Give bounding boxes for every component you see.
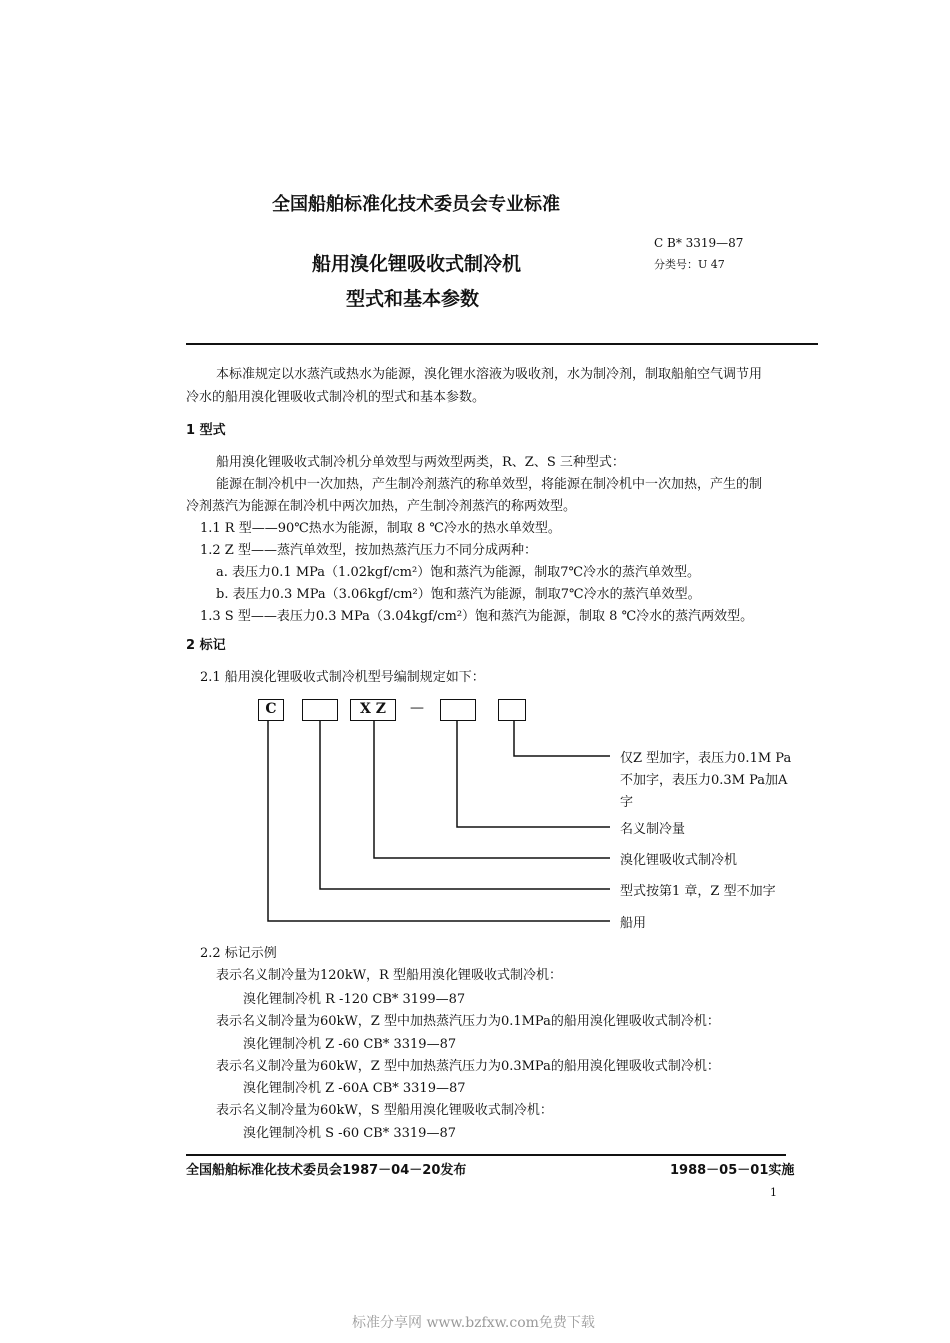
effective-date: 1988－05－01实施 xyxy=(670,1163,795,1178)
item-b: b. 表压力0.3 MPa（3.06kgf/cm²）饱和蒸汽为能源，制取7℃冷水的蒸汽单效型。 xyxy=(216,587,701,602)
code-box-xz: X Z xyxy=(350,699,396,721)
section1-paragraph2-line1: 能源在制冷机中一次加热，产生制冷剂蒸汽的称单效型，将能源在制冷机中一次加热，产生的制 xyxy=(216,477,763,492)
label-type: 型式按第1 章，Z 型不加字 xyxy=(620,884,776,899)
classification-number: 分类号：U 47 xyxy=(654,258,725,271)
intro-line2: 冷水的船用溴化锂吸收式制冷机的型式和基本参数。 xyxy=(186,390,486,405)
section1-paragraph2-line2: 冷剂蒸汽为能源在制冷机中两次加热，产生制冷剂蒸汽的称两效型。 xyxy=(186,499,577,514)
subsection-2-2: 2.2 标记示例 xyxy=(200,946,277,961)
code-dash: — xyxy=(410,700,424,716)
example-mark: 溴化锂制冷机 Z -60 CB* 3319—87 xyxy=(243,1037,457,1052)
watermark: 标准分享网 www.bzfxw.com免费下载 xyxy=(352,1315,595,1331)
committee-standard-heading: 全国船舶标准化技术委员会专业标准 xyxy=(272,194,560,215)
item-1-2: 1.2 Z 型——蒸汽单效型，按加热蒸汽压力不同分成两种： xyxy=(200,543,537,558)
code-box-type xyxy=(302,699,338,721)
connector-line-c xyxy=(374,720,610,858)
item-1-1: 1.1 R 型——90℃热水为能源，制取 8 ℃冷水的热水单效型。 xyxy=(200,521,561,536)
item-a: a. 表压力0.1 MPa（1.02kgf/cm²）饱和蒸汽为能源，制取7℃冷水的蒸汽单效型。 xyxy=(216,565,701,580)
document-title-line2: 型式和基本参数 xyxy=(346,288,480,310)
label-capacity: 名义制冷量 xyxy=(620,822,686,837)
connector-line-a xyxy=(514,720,610,756)
example-desc: 表示名义制冷量为60kW，Z 型中加热蒸汽压力为0.1MPa的船用溴化锂吸收式制冷机： xyxy=(216,1014,720,1029)
code-box-capacity xyxy=(440,699,476,721)
intro-line1: 本标准规定以水蒸汽或热水为能源，溴化锂水溶液为吸收剂，水为制冷剂，制取船舶空气调节用 xyxy=(216,367,763,382)
issue-date: 全国船舶标准化技术委员会1987－04－20发布 xyxy=(186,1163,467,1178)
code-box-suffix xyxy=(498,699,526,721)
example-desc: 表示名义制冷量为60kW，Z 型中加热蒸汽压力为0.3MPa的船用溴化锂吸收式制冷机： xyxy=(216,1059,720,1074)
section1-paragraph1: 船用溴化锂吸收式制冷机分单效型与两效型两类，R、Z、S 三种型式： xyxy=(216,455,625,470)
label-suffix-line3: 字 xyxy=(620,795,634,810)
label-machine: 溴化锂吸收式制冷机 xyxy=(620,853,738,868)
section1-heading: 1 型式 xyxy=(186,423,226,438)
code-box-c: C xyxy=(258,699,284,721)
example-desc: 表示名义制冷量为60kW，S 型船用溴化锂吸收式制冷机： xyxy=(216,1103,553,1118)
section2-heading: 2 标记 xyxy=(186,638,226,653)
item-1-3: 1.3 S 型——表压力0.3 MPa（3.04kgf/cm²）饱和蒸汽为能源，制取 8 ℃冷水的蒸汽两效型。 xyxy=(200,609,754,624)
connector-line-b xyxy=(457,720,610,827)
footer-divider xyxy=(186,1154,786,1156)
label-marine: 船用 xyxy=(620,916,647,931)
example-mark: 溴化锂制冷机 S -60 CB* 3319—87 xyxy=(243,1126,456,1141)
example-mark: 溴化锂制冷机 Z -60A CB* 3319—87 xyxy=(243,1081,466,1096)
document-title-line1: 船用溴化锂吸收式制冷机 xyxy=(312,253,522,275)
label-suffix-line2: 不加字，表压力0.3M Pa加A xyxy=(620,773,788,788)
subsection-2-1: 2.1 船用溴化锂吸收式制冷机型号编制规定如下： xyxy=(200,670,485,685)
standard-code: C B* 3319—87 xyxy=(654,236,744,250)
example-desc: 表示名义制冷量为120kW，R 型船用溴化锂吸收式制冷机： xyxy=(216,968,562,983)
connector-line-d xyxy=(320,720,610,889)
page-number: 1 xyxy=(770,1186,777,1199)
example-mark: 溴化锂制冷机 R -120 CB* 3199—87 xyxy=(243,992,466,1007)
label-suffix-line1: 仅Z 型加字，表压力0.1M Pa xyxy=(620,751,792,766)
